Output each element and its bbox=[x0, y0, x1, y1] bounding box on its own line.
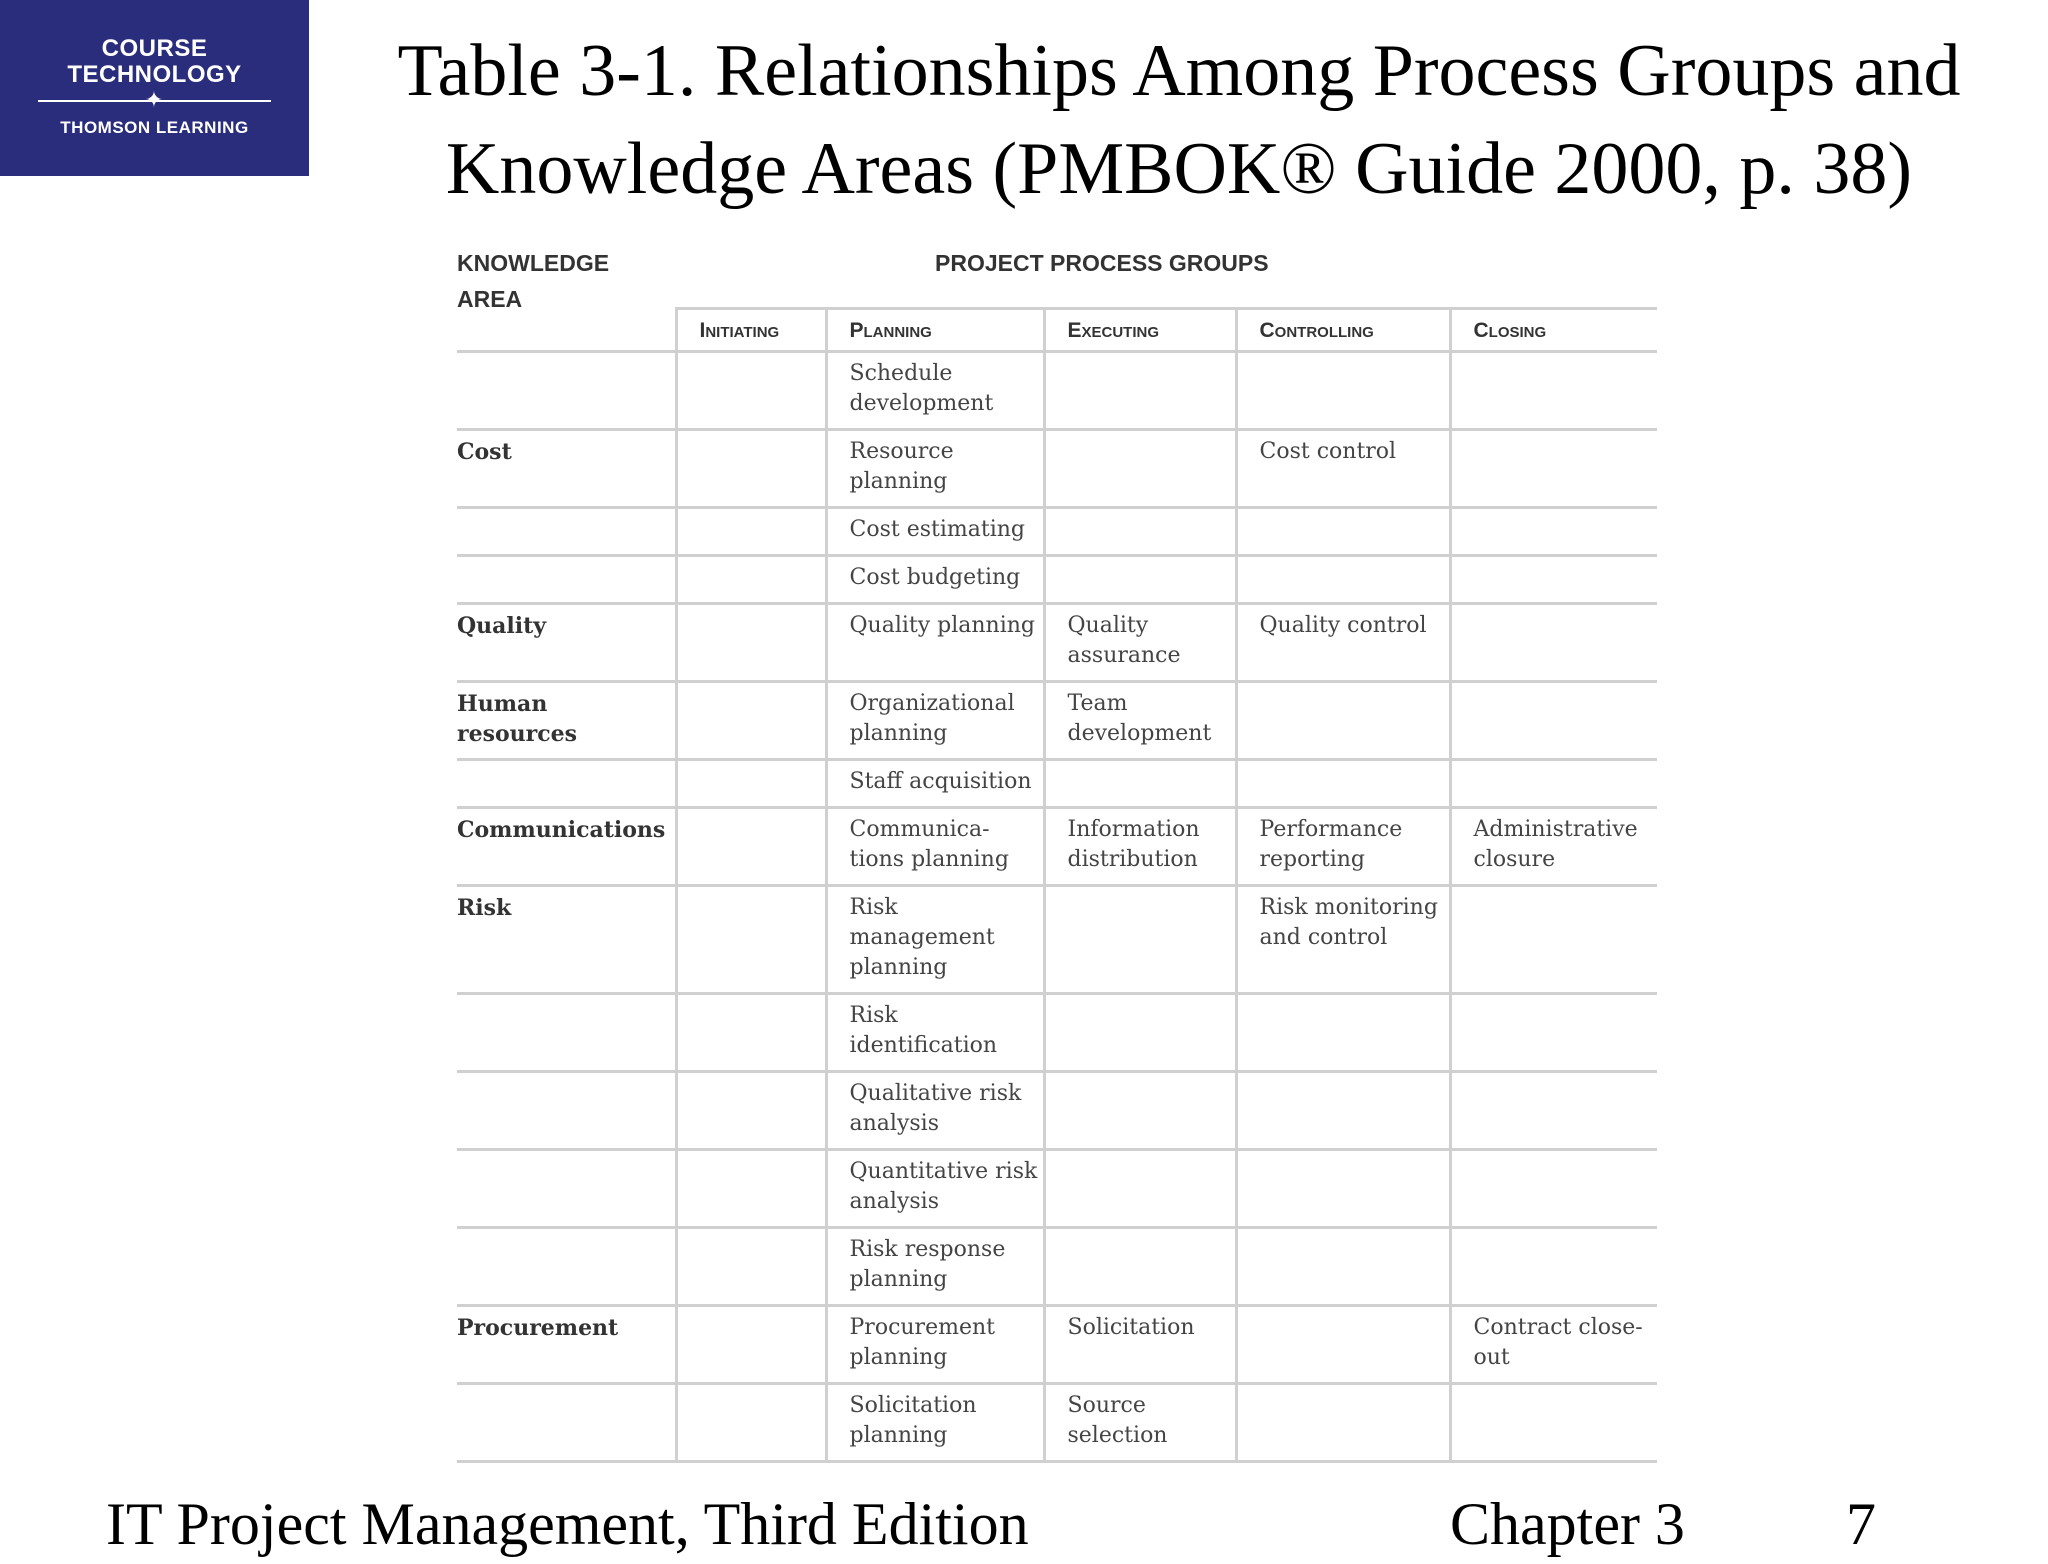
process-cell bbox=[676, 1306, 826, 1384]
slide-title bbox=[310, 22, 2048, 218]
table-row bbox=[457, 352, 1657, 430]
process-cell bbox=[1450, 1072, 1657, 1150]
column-header-executing: Executing bbox=[1044, 309, 1236, 352]
knowledge-area-cell bbox=[457, 1150, 676, 1228]
process-cell bbox=[1450, 682, 1657, 760]
process-cell: Resource planning bbox=[826, 430, 1044, 508]
process-cell: Contract close-out bbox=[1450, 1306, 1657, 1384]
process-cell bbox=[1450, 1384, 1657, 1462]
process-cell bbox=[1236, 352, 1450, 430]
process-cell: Schedule development bbox=[826, 352, 1044, 430]
process-cell: Information distribution bbox=[1044, 808, 1236, 886]
process-groups-header: PROJECT PROCESS GROUPS bbox=[935, 250, 1269, 276]
process-cell bbox=[1450, 556, 1657, 604]
process-cell bbox=[1044, 760, 1236, 808]
footer-page-number: 7 bbox=[1846, 1491, 1876, 1557]
table-row bbox=[457, 1072, 1657, 1150]
process-cell bbox=[676, 352, 826, 430]
process-cell bbox=[676, 886, 826, 994]
process-cell: Communica- tions planning bbox=[826, 808, 1044, 886]
process-cell bbox=[676, 556, 826, 604]
table-row bbox=[457, 556, 1657, 604]
course-technology-logo bbox=[0, 0, 309, 176]
table-row bbox=[457, 760, 1657, 808]
process-cell bbox=[1044, 1072, 1236, 1150]
column-header-planning: Planning bbox=[826, 309, 1044, 352]
knowledge-area-header-line-2: AREA bbox=[457, 286, 523, 312]
process-cell: Performance reporting bbox=[1236, 808, 1450, 886]
knowledge-area-cell bbox=[457, 1384, 676, 1462]
table-header-row bbox=[457, 309, 1657, 352]
table-row bbox=[457, 886, 1657, 994]
knowledge-area-header-line-1: KNOWLEDGE bbox=[457, 250, 610, 276]
process-cell bbox=[1450, 760, 1657, 808]
process-cell: Source selection bbox=[1044, 1384, 1236, 1462]
knowledge-area-cell bbox=[457, 556, 676, 604]
process-cell bbox=[1044, 1150, 1236, 1228]
knowledge-area-cell bbox=[457, 760, 676, 808]
knowledge-area-cell: Communications bbox=[457, 808, 676, 886]
knowledge-area-cell bbox=[457, 508, 676, 556]
table-row bbox=[457, 1306, 1657, 1384]
process-cell bbox=[676, 1150, 826, 1228]
process-cell: Quality control bbox=[1236, 604, 1450, 682]
process-cell bbox=[676, 1384, 826, 1462]
process-cell bbox=[1450, 604, 1657, 682]
table-body bbox=[457, 352, 1657, 1462]
table-row bbox=[457, 1384, 1657, 1462]
process-cell bbox=[1450, 1150, 1657, 1228]
table-row bbox=[457, 508, 1657, 556]
column-header-initiating: Initiating bbox=[676, 309, 826, 352]
table-row bbox=[457, 430, 1657, 508]
process-cell bbox=[676, 430, 826, 508]
process-cell: Cost control bbox=[1236, 430, 1450, 508]
knowledge-area-cell bbox=[457, 1072, 676, 1150]
process-cell: Solicitation planning bbox=[826, 1384, 1044, 1462]
logo-star-icon: ✦ bbox=[144, 87, 164, 112]
process-cell bbox=[676, 1072, 826, 1150]
process-cell bbox=[1236, 994, 1450, 1072]
process-cell bbox=[1236, 760, 1450, 808]
process-cell bbox=[1450, 886, 1657, 994]
process-cell bbox=[1236, 1228, 1450, 1306]
process-cell: Quality planning bbox=[826, 604, 1044, 682]
knowledge-area-cell: Human resources bbox=[457, 682, 676, 760]
process-cell: Cost budgeting bbox=[826, 556, 1044, 604]
knowledge-area-cell: Cost bbox=[457, 430, 676, 508]
process-cell: Administrative closure bbox=[1450, 808, 1657, 886]
process-cell: Risk response planning bbox=[826, 1228, 1044, 1306]
process-cell: Solicitation bbox=[1044, 1306, 1236, 1384]
table-row bbox=[457, 1150, 1657, 1228]
logo-line-1: COURSE bbox=[101, 35, 208, 62]
process-cell bbox=[676, 760, 826, 808]
column-header-controlling: Controlling bbox=[1236, 309, 1450, 352]
process-cell bbox=[1450, 994, 1657, 1072]
process-cell bbox=[1450, 508, 1657, 556]
table-row bbox=[457, 1228, 1657, 1306]
process-cell bbox=[1450, 1228, 1657, 1306]
process-cell: Risk management planning bbox=[826, 886, 1044, 994]
process-cell: Risk monitoring and control bbox=[1236, 886, 1450, 994]
process-cell bbox=[1450, 430, 1657, 508]
process-cell bbox=[1044, 886, 1236, 994]
process-cell bbox=[1236, 1306, 1450, 1384]
knowledge-area-cell bbox=[457, 1228, 676, 1306]
footer-chapter: Chapter 3 bbox=[1450, 1491, 1685, 1557]
process-cell: Quality assurance bbox=[1044, 604, 1236, 682]
process-cell: Team development bbox=[1044, 682, 1236, 760]
knowledge-area-cell: Risk bbox=[457, 886, 676, 994]
process-cell bbox=[1236, 1072, 1450, 1150]
column-header-knowledge-area bbox=[457, 309, 676, 352]
table-row bbox=[457, 682, 1657, 760]
process-cell bbox=[1044, 430, 1236, 508]
process-cell: Risk identification bbox=[826, 994, 1044, 1072]
process-cell bbox=[1044, 352, 1236, 430]
process-cell bbox=[1044, 508, 1236, 556]
table-row bbox=[457, 994, 1657, 1072]
process-cell bbox=[1236, 556, 1450, 604]
process-cell: Organizational planning bbox=[826, 682, 1044, 760]
logo-line-3: THOMSON LEARNING bbox=[60, 118, 249, 137]
process-cell bbox=[676, 808, 826, 886]
knowledge-area-cell: Procurement bbox=[457, 1306, 676, 1384]
process-cell bbox=[1044, 1228, 1236, 1306]
slide-title-line-2: Knowledge Areas (PMBOK® Guide 2000, p. 38) bbox=[445, 128, 1913, 210]
footer-book-title: IT Project Management, Third Edition bbox=[106, 1491, 1029, 1557]
process-cell bbox=[1236, 682, 1450, 760]
process-cell bbox=[1450, 352, 1657, 430]
process-cell: Procurement planning bbox=[826, 1306, 1044, 1384]
process-cell bbox=[676, 994, 826, 1072]
table-row bbox=[457, 604, 1657, 682]
column-header-closing: Closing bbox=[1450, 309, 1657, 352]
process-cell bbox=[1044, 994, 1236, 1072]
process-cell bbox=[676, 604, 826, 682]
knowledge-area-cell bbox=[457, 352, 676, 430]
process-cell bbox=[1236, 1150, 1450, 1228]
process-cell bbox=[676, 682, 826, 760]
process-cell bbox=[1044, 556, 1236, 604]
process-cell bbox=[1236, 508, 1450, 556]
process-cell bbox=[1236, 1384, 1450, 1462]
process-cell: Qualitative risk analysis bbox=[826, 1072, 1044, 1150]
process-cell: Quantitative risk analysis bbox=[826, 1150, 1044, 1228]
process-cell: Cost estimating bbox=[826, 508, 1044, 556]
process-knowledge-table bbox=[457, 307, 1657, 1463]
knowledge-area-cell: Quality bbox=[457, 604, 676, 682]
process-cell bbox=[676, 508, 826, 556]
table-row bbox=[457, 808, 1657, 886]
logo-line-2: TECHNOLOGY bbox=[67, 61, 242, 88]
knowledge-area-cell bbox=[457, 994, 676, 1072]
process-cell bbox=[676, 1228, 826, 1306]
slide-title-line-1: Table 3-1. Relationships Among Process Groups and bbox=[397, 30, 1961, 112]
process-cell: Staff acquisition bbox=[826, 760, 1044, 808]
